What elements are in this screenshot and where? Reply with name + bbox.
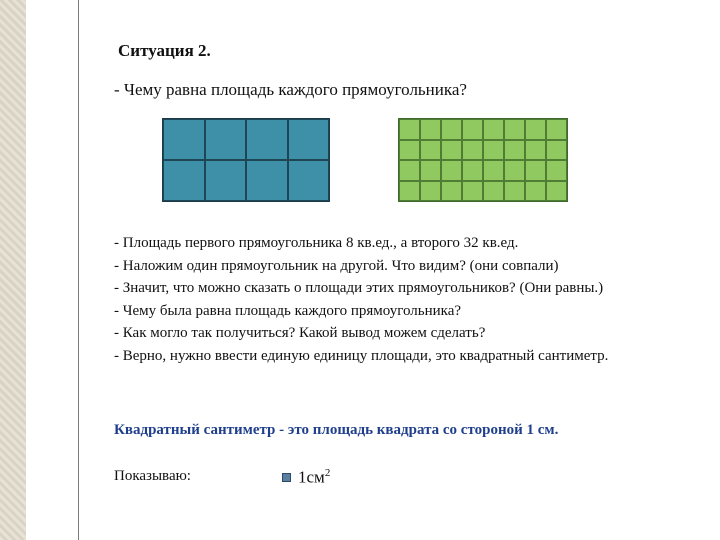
unit-power: 2 (324, 467, 331, 479)
green-rectangle-cell (462, 140, 483, 161)
green-rectangle-cell (504, 119, 525, 140)
slide-title: Ситуация 2. (118, 41, 211, 60)
dialogue-line-6: - Верно, нужно ввести единую единицу площади, это квадратный сантиметр. (114, 347, 609, 364)
conclusion-definition: Квадратный сантиметр - это площадь квадрата со стороной 1 см. (114, 422, 559, 438)
blue-rectangle-cell (163, 119, 205, 160)
green-rectangle-cell (441, 119, 462, 140)
green-rectangle-cell (483, 160, 504, 181)
green-rectangle-cell (483, 140, 504, 161)
blue-rectangle-cell (288, 160, 330, 201)
green-rectangle-cell (525, 140, 546, 161)
green-rectangle-32-units (398, 118, 568, 202)
dialogue-line-2: - Наложим один прямоугольник на другой. Что видим? (они совпали) (114, 257, 559, 274)
dialogue-line-5: - Как могло так получиться? Какой вывод можем сделать? (114, 325, 486, 341)
green-rectangle-cell (441, 140, 462, 161)
blue-rectangle-8-units (162, 118, 330, 202)
green-rectangle-cell (546, 140, 567, 161)
green-rectangle-cell (399, 119, 420, 140)
green-rectangle-cell (504, 181, 525, 202)
green-rectangle-cell (420, 140, 441, 161)
blue-rectangle-cell (288, 119, 330, 160)
green-rectangle-cell (420, 160, 441, 181)
green-rectangle-cell (504, 160, 525, 181)
decorative-border-line (78, 0, 79, 540)
blue-rectangle-cell (246, 160, 288, 201)
green-rectangle-cell (420, 119, 441, 140)
green-rectangle-cell (462, 119, 483, 140)
dialogue-text (114, 232, 674, 367)
dialogue-line-1: - Площадь первого прямоугольника 8 кв.ед., а второго 32 кв.ед. (114, 235, 519, 251)
demo-label: Показываю: (114, 468, 191, 484)
green-rectangle-cell (546, 181, 567, 202)
green-rectangle-cell (483, 119, 504, 140)
green-rectangle-cell (462, 160, 483, 181)
green-rectangle-cell (546, 160, 567, 181)
blue-rectangle-cell (163, 160, 205, 201)
unit-label (298, 467, 330, 488)
green-rectangle-cell (504, 140, 525, 161)
green-rectangle-cell (483, 181, 504, 202)
dialogue-line-4: - Чему была равна площадь каждого прямоугольника? (114, 302, 462, 319)
slide-question: - Чему равна площадь каждого прямоугольника? (114, 80, 467, 99)
green-rectangle-cell (399, 160, 420, 181)
blue-rectangle-cell (246, 119, 288, 160)
green-rectangle-cell (525, 119, 546, 140)
green-rectangle-cell (525, 160, 546, 181)
green-rectangle-cell (441, 181, 462, 202)
green-rectangle-cell (399, 181, 420, 202)
green-rectangle-cell (525, 181, 546, 202)
blue-rectangle-cell (205, 160, 247, 201)
green-rectangle-cell (546, 119, 567, 140)
blue-rectangle-cell (205, 119, 247, 160)
unit-text: 1см (298, 467, 325, 487)
green-rectangle-cell (462, 181, 483, 202)
decorative-border-band (0, 0, 26, 540)
green-rectangle-cell (441, 160, 462, 181)
dialogue-line-3: - Значит, что можно сказать о площади этих прямоугольников? (Они равны.) (114, 280, 604, 296)
unit-square-icon (282, 473, 291, 482)
green-rectangle-cell (420, 181, 441, 202)
green-rectangle-cell (399, 140, 420, 161)
